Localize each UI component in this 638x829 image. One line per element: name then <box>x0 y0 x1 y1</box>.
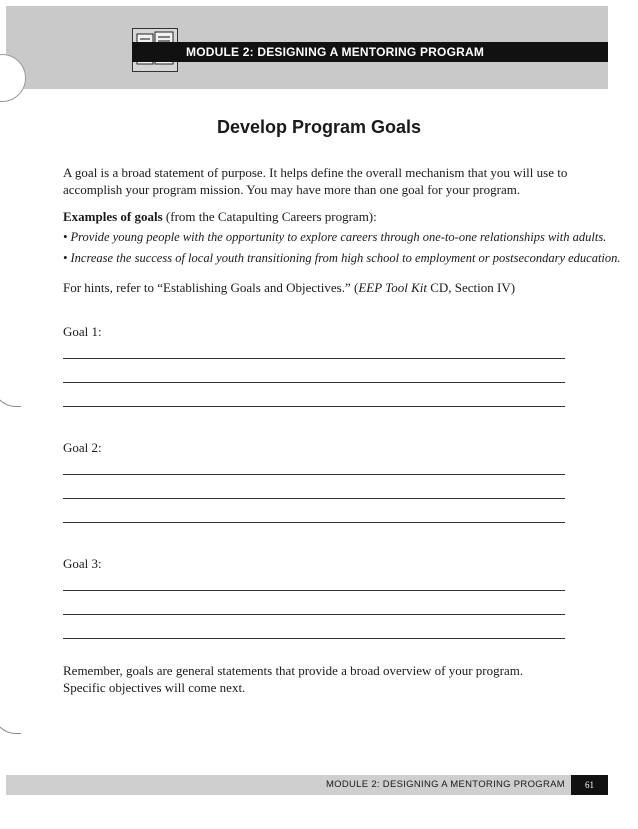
goal-3-label: Goal 3: <box>63 556 102 571</box>
module-header: MODULE 2: DESIGNING A MENTORING PROGRAM <box>132 42 608 62</box>
goal-1-line[interactable] <box>63 382 565 383</box>
examples-heading-bold: Examples of goals <box>63 209 163 224</box>
punch-hole-mark <box>0 378 21 407</box>
examples-heading-rest: (from the Catapulting Careers program): <box>162 209 377 224</box>
hints-toolkit-title: EEP Tool Kit <box>358 280 427 295</box>
goal-2-line[interactable] <box>63 522 565 523</box>
goal-1-line[interactable] <box>63 358 565 359</box>
closing-paragraph: Remember, goals are general statements that provide a broad overview of your program. Specific objectives will come next. <box>63 663 524 695</box>
page-title: Develop Program Goals <box>216 117 422 137</box>
goal-2-line[interactable] <box>63 498 565 499</box>
goal-1-label: Goal 1: <box>63 324 102 339</box>
page-number: 61 <box>571 775 608 795</box>
example-goal-2: • Increase the success of local youth transitioning from high school to employment or postsecondary education. <box>63 251 621 265</box>
goal-3-line[interactable] <box>63 638 565 639</box>
goal-1-line[interactable] <box>63 406 565 407</box>
goal-2-line[interactable] <box>63 474 565 475</box>
example-goal-1: • Provide young people with the opportunity to explore careers through one-to-one relationships with adults. <box>63 230 607 244</box>
examples-heading <box>63 208 568 225</box>
hints-text-end: CD, Section IV) <box>426 280 516 295</box>
punch-hole-mark <box>0 705 21 734</box>
goal-2-label: Goal 2: <box>63 440 102 455</box>
footer-module-title: MODULE 2: DESIGNING A MENTORING PROGRAM <box>325 779 565 790</box>
intro-paragraph: A goal is a broad statement of purpose. It helps define the overall mechanism that you will use to accomplish your program mission. You may have more than one goal for your program. <box>63 165 568 197</box>
hints-line <box>63 279 568 296</box>
hints-text: For hints, refer to “Establishing Goals and Objectives.” ( <box>63 280 359 295</box>
goal-3-line[interactable] <box>63 614 565 615</box>
goal-3-line[interactable] <box>63 590 565 591</box>
